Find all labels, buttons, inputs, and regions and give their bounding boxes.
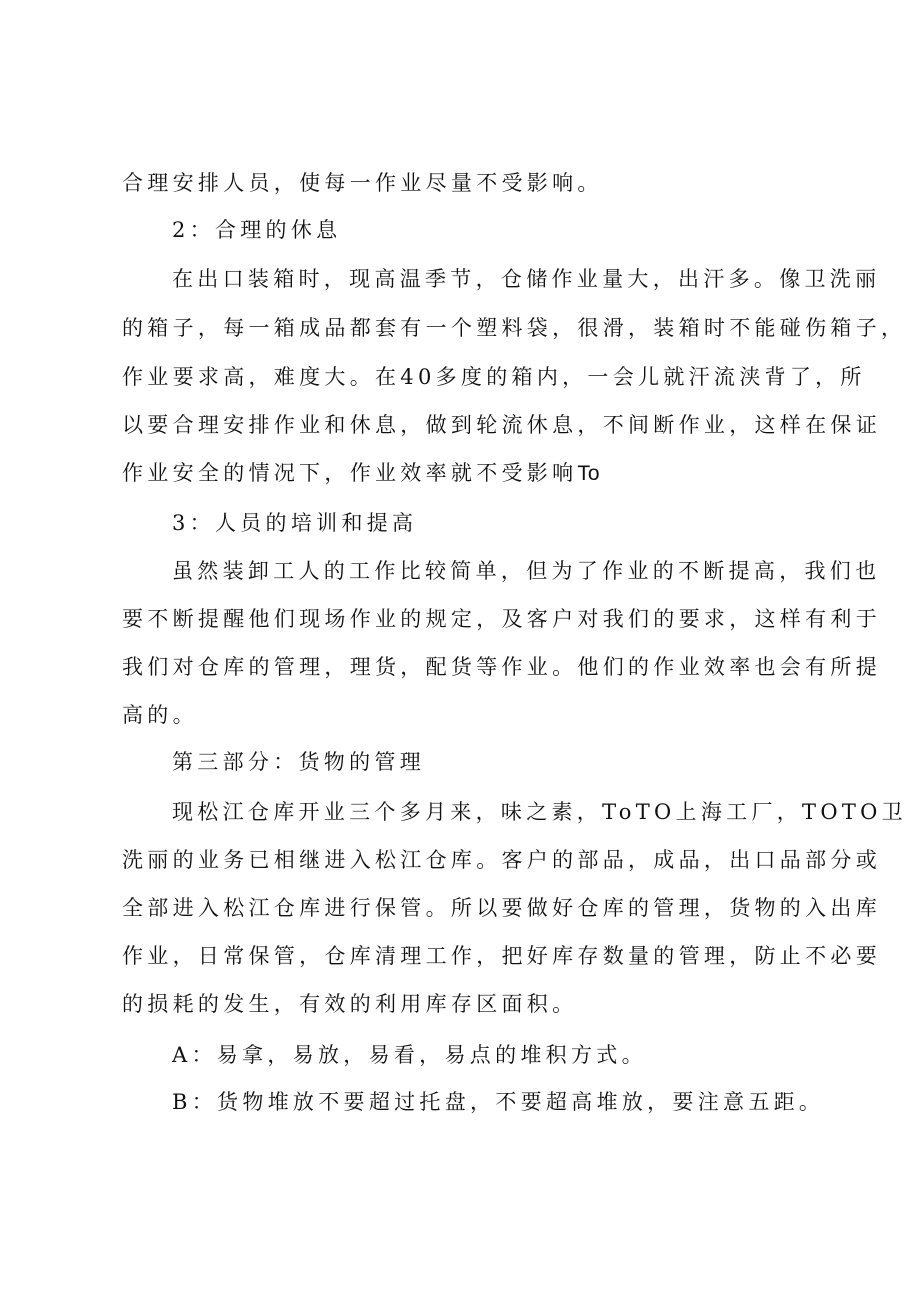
paragraph-line: 要不断提醒他们现场作业的规定，及客户对我们的要求，这样有利于 xyxy=(122,607,881,631)
paragraph-line: 全部进入松江仓库进行保管。所以要做好仓库的管理，货物的入出库 xyxy=(122,896,881,920)
paragraph-line: 现松江仓库开业三个多月来，味之素，ToTO上海工厂，TOTO卫 xyxy=(172,800,907,824)
paragraph-line: 我们对仓库的管理，理货，配货等作业。他们的作业效率也会有所提 xyxy=(122,655,881,679)
paragraph-line: 的箱子，每一箱成品都套有一个塑料袋，很滑，装箱时不能碰伤箱子， xyxy=(122,316,907,340)
list-item: B：货物堆放不要超过托盘，不要超高堆放，要注意五距。 xyxy=(172,1090,825,1114)
paragraph-text: 作业安全的情况下，作业效率就不受影响 xyxy=(122,461,578,485)
paragraph-line: 以要合理安排作业和休息，做到轮流休息，不间断作业，这样在保证 xyxy=(122,413,881,437)
paragraph-line: 作业要求高，难度大。在40多度的箱内，一会儿就汗流浃背了，所 xyxy=(122,365,866,389)
section-heading: 第三部分：货物的管理 xyxy=(172,750,425,774)
section-heading: 2：合理的休息 xyxy=(172,218,342,242)
section-heading: 3：人员的培训和提高 xyxy=(172,511,418,535)
paragraph-line: 的损耗的发生，有效的利用库存区面积。 xyxy=(122,992,578,1016)
paragraph-line: 作业，日常保管，仓库清理工作，把好库存数量的管理，防止不必要 xyxy=(122,944,881,968)
list-item: A：易拿，易放，易看，易点的堆积方式。 xyxy=(172,1043,647,1067)
paragraph-line: 高的。 xyxy=(122,703,198,727)
paragraph-line: 在出口装箱时，现高温季节，仓储作业量大，出汗多。像卫洗丽 xyxy=(172,267,881,291)
paragraph-line: 洗丽的业务已相继进入松江仓库。客户的部品，成品，出口品部分或 xyxy=(122,848,881,872)
paragraph-line: 虽然装卸工人的工作比较简单，但为了作业的不断提高，我们也 xyxy=(172,559,881,583)
paragraph-line xyxy=(122,458,600,488)
paragraph-suffix: To xyxy=(577,462,600,485)
paragraph-line: 合理安排人员，使每一作业尽量不受影响。 xyxy=(122,171,603,195)
